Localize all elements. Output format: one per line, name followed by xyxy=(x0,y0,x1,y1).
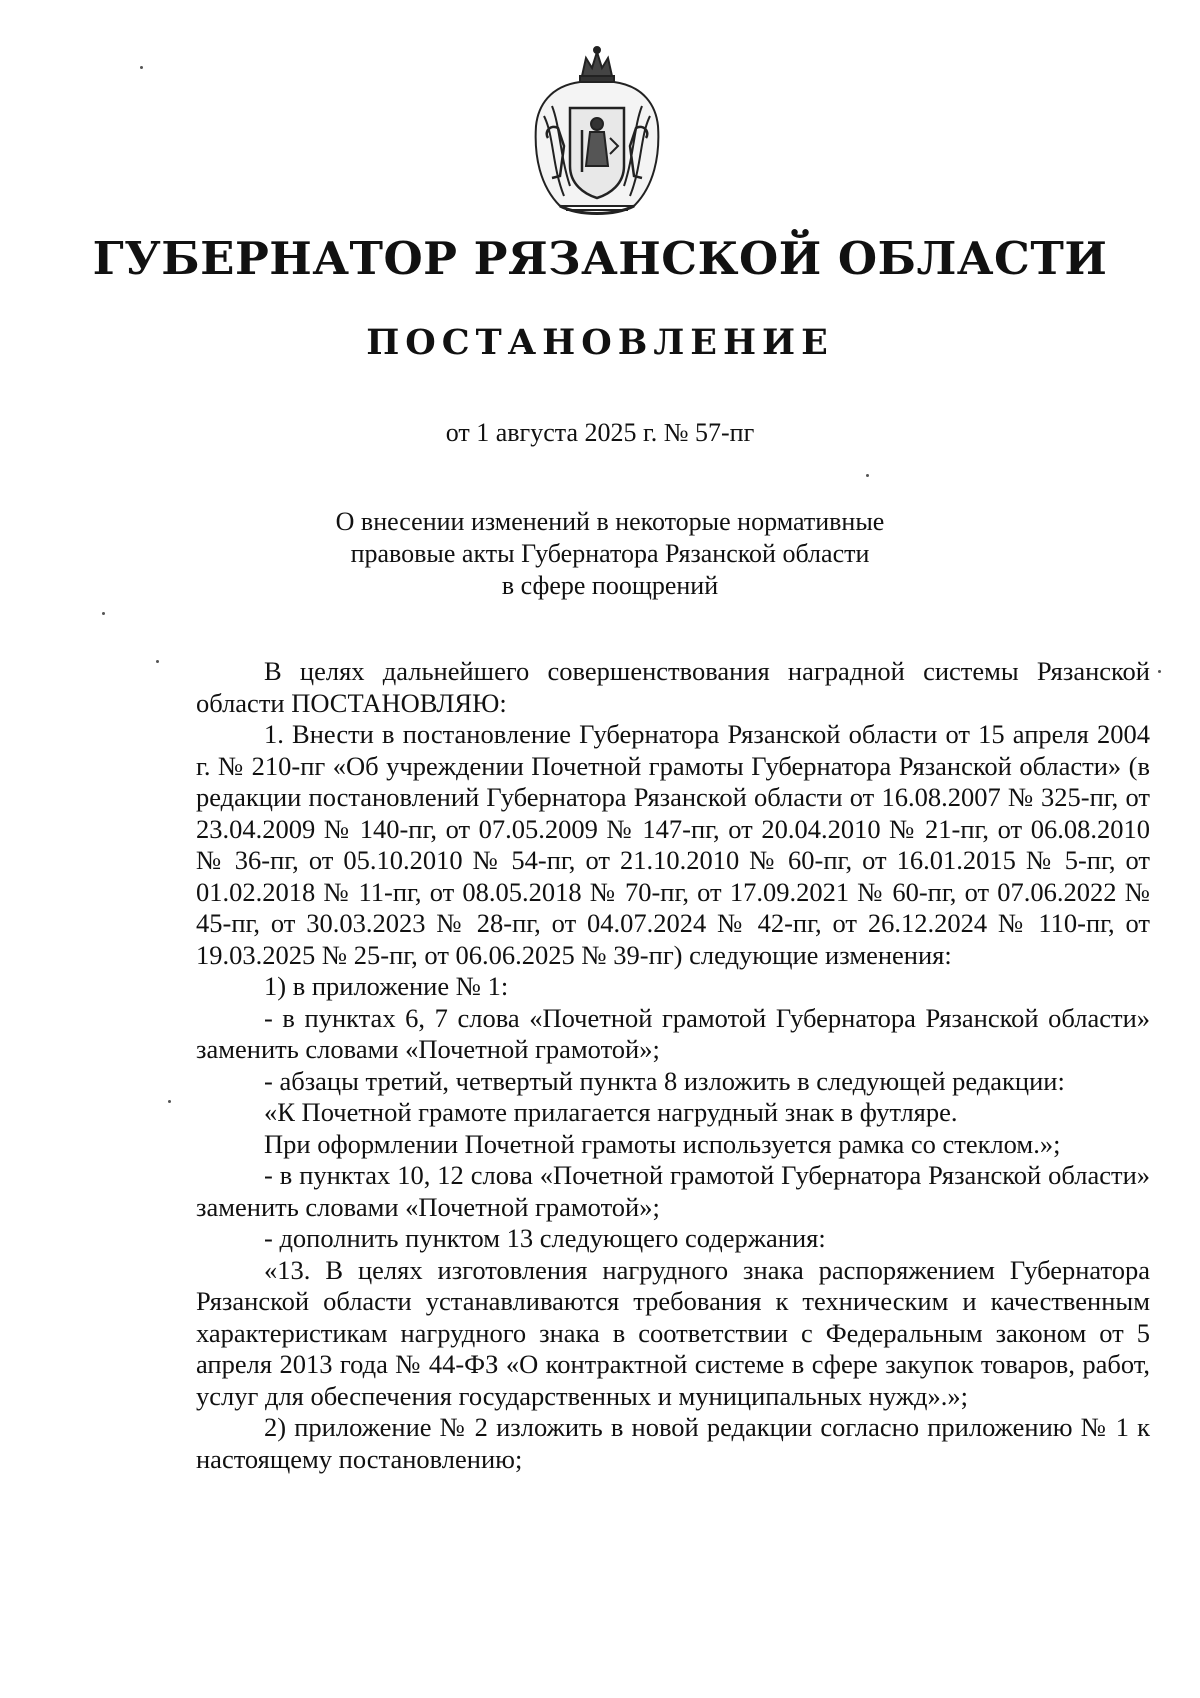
body-paragraph: - в пунктах 6, 7 слова «Почетной грамотой Губернатора Рязанской области» заменить словами «Почетной грамотой»; xyxy=(196,1002,1150,1064)
document-subject xyxy=(330,506,890,602)
body-paragraph: - в пунктах 10, 12 слова «Почетной грамотой Губернатора Рязанской области» заменить словами «Почетной грамотой»; xyxy=(196,1160,1150,1222)
scan-speck xyxy=(168,1100,171,1103)
body-paragraph: «13. В целях изготовления нагрудного знака распоряжением Губернатора Рязанской области устанавливаются требования к техническим и качественным характеристикам нагрудного знака в соответствии с Федеральным законом от 5 апреля 2013 года № 44-ФЗ «О контрактной системе в сфере закупок товаров, работ, услуг для обеспечения государственных и муниципальных нужд».»; xyxy=(196,1254,1150,1411)
subject-line: в сфере поощрений xyxy=(501,571,719,600)
scan-speck xyxy=(140,66,143,69)
scan-speck xyxy=(102,612,105,615)
subject-line: правовые акты Губернатора Рязанской области xyxy=(350,539,870,568)
body-paragraph: «К Почетной грамоте прилагается нагрудный знак в футляре. xyxy=(264,1097,958,1127)
body-paragraph: При оформлении Почетной грамоты используется рамка со стеклом.»; xyxy=(264,1128,1061,1159)
scan-speck xyxy=(1158,670,1161,673)
scan-speck xyxy=(156,660,159,663)
document-date-number: от 1 августа 2025 г. № 57-пг xyxy=(445,418,755,447)
issuing-authority: ГУБЕРНАТОР РЯЗАНСКОЙ ОБЛАСТИ xyxy=(92,232,1108,285)
body-paragraph: 1) в приложение № 1: xyxy=(264,971,509,1001)
subject-line: О внесении изменений в некоторые нормативные xyxy=(335,507,885,536)
document-body xyxy=(196,656,1150,1475)
coat-of-arms-icon xyxy=(530,46,664,221)
document-type: ПОСТАНОВЛЕНИЕ xyxy=(366,322,834,363)
body-paragraph: 2) приложение № 2 изложить в новой редакции согласно приложению № 1 к настоящему постановлению; xyxy=(196,1412,1150,1474)
scan-speck xyxy=(866,474,869,477)
body-paragraph: - абзацы третий, четвертый пункта 8 изложить в следующей редакции: xyxy=(264,1065,1065,1096)
body-paragraph: В целях дальнейшего совершенствования наградной системы Рязанской области ПОСТАНОВЛЯЮ: xyxy=(196,656,1150,718)
body-paragraph: 1. Внести в постановление Губернатора Рязанской области от 15 апреля 2004 г. № 210-пг «Об учреждении Почетной грамоты Губернатора Рязанской области» (в редакции постановлений Губернатора Рязанской области от 16.08.2007 № 325-пг, от 23.04.2009 № 140-пг, от 07.05.2009 № 147-пг, от 20.04.2010 № 21-пг, от 06.08.2010 № 36-пг, от 05.10.2010 № 54-пг, от 21.10.2010 № 60-пг, от 16.01.2015 № 5-пг, от 01.02.2018 № 11-пг, от 08.05.2018 № 70-пг, от 17.09.2021 № 60-пг, от 07.06.2022 № 45-пг, от 30.03.2023 № 28-пг, от 04.07.2024 № 42-пг, от 26.12.2024 № 110-пг, от 19.03.2025 № 25-пг, от 06.06.2025 № 39-пг) следующие изменения: xyxy=(196,719,1150,970)
body-paragraph: - дополнить пунктом 13 следующего содержания: xyxy=(264,1223,826,1253)
